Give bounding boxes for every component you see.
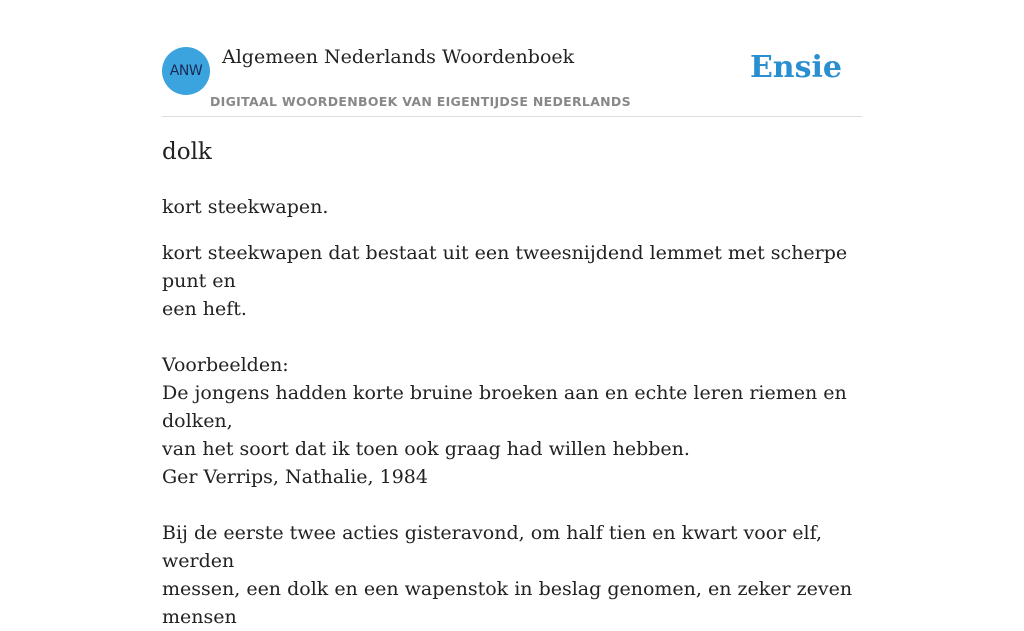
example-line: messen, een dolk en een wapenstok in beslag genomen, en zeker zeven mensen xyxy=(162,578,853,628)
example-line: Bij de eerste twee acties gisteravond, om half tien en kwart voor elf, werden xyxy=(162,522,822,572)
examples-heading: Voorbeelden: xyxy=(162,354,289,376)
anw-logo[interactable]: ANW xyxy=(162,47,210,95)
example-line: van het soort dat ik toen ook graag had willen hebben. xyxy=(162,438,690,460)
site-header xyxy=(162,0,862,117)
page-title: dolk xyxy=(162,139,212,165)
short-definition: kort steekwapen. xyxy=(162,196,329,218)
example-source: Ger Verrips, Nathalie, 1984 xyxy=(162,466,428,488)
example-line: De jongens hadden korte bruine broeken aan en echte leren riemen en dolken, xyxy=(162,382,847,432)
site-subtitle: DIGITAAL WOORDENBOEK VAN EIGENTIJDSE NEDERLANDS xyxy=(210,94,631,109)
entry-body xyxy=(162,239,862,631)
site-title[interactable]: Algemeen Nederlands Woordenboek xyxy=(222,46,575,68)
definition-line: kort steekwapen dat bestaat uit een tweesnijdend lemmet met scherpe punt en xyxy=(162,242,848,292)
ensie-brand-logo[interactable]: Ensie xyxy=(749,50,842,85)
definition-line: een heft. xyxy=(162,298,247,320)
page-container xyxy=(162,0,862,628)
